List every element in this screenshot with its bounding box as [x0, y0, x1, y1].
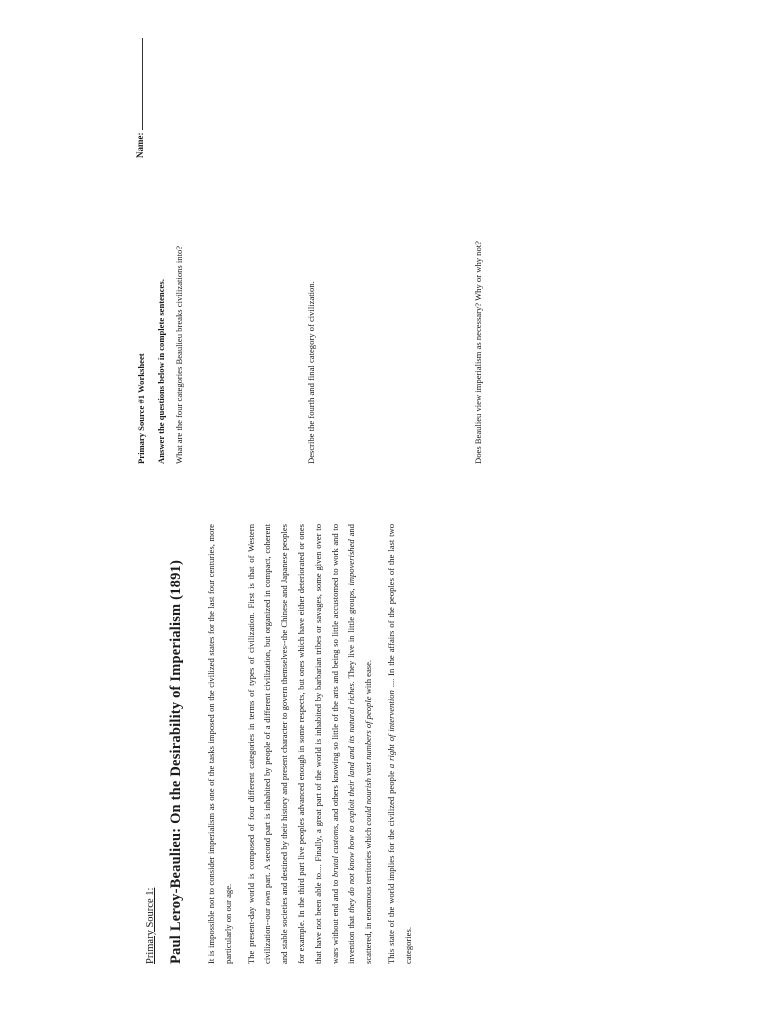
paragraph-text: It is impossible not to consider imperialism as one of the tasks imposed on the civilized states for the last four centuries, more particularly on our age. [206, 524, 233, 964]
emphasized-text: impoverished [346, 539, 357, 586]
question-2: Describe the fourth and final category of civilization. [306, 281, 316, 464]
name-field[interactable] [134, 38, 145, 158]
question-3: Does Beaulieu view imperialism as necessary? Why or why not? [473, 241, 483, 464]
emphasized-text: they do not know how to exploit their land and its natural riches [346, 683, 357, 913]
name-line[interactable] [134, 38, 143, 130]
paragraph-text: and scattered, in enormous territories which [346, 524, 374, 964]
paragraph-text: The present-day world is composed of four different categories in terms of types of civilization. First is that of Western civilization--our own part. A second part is inhabited by people of a different civilization, but organized in compact, coherent and stable societies and destined by their history and present character to govern themselves--the Chinese and Japanese peoples for example. In the third part live peoples advanced enough in some respects, but ones which have either deteriorated or ones that have not been able to.... Finally, a great part of the world is inhabited by barbarian tribes or savages, some given over to wars without end and to [245, 524, 340, 964]
document-title: Paul Leroy-Beaulieu: On the Desirability of Imperialism (1891) [168, 559, 184, 964]
worksheet-title: Primary Source #1 Worksheet [136, 353, 146, 464]
name-label: Name: [135, 132, 145, 158]
emphasized-text: brutal customs [329, 825, 340, 878]
emphasized-text: a right of intervention [385, 690, 396, 769]
paragraph-text: .... In the affairs of the peoples of the last two categories. [385, 524, 413, 964]
paragraph-text: This state of the world implies for the civilized people [385, 768, 396, 964]
paragraph-text: with ease. [363, 659, 374, 697]
primary-source-label: Primary Source 1: [145, 887, 156, 964]
source-paragraph [203, 524, 237, 964]
paragraph-text: . They live in little groups, [346, 585, 357, 684]
source-text [203, 524, 417, 964]
worksheet-header [130, 44, 150, 464]
emphasized-text: could nourish vast numbers of people [363, 696, 374, 826]
source-paragraph [383, 524, 417, 964]
source-paragraph [243, 524, 377, 964]
question-1: What are the four categories Beaulieu breaks civilizations into? [174, 245, 184, 464]
worksheet-instructions: Answer the questions below in complete sentences. [156, 279, 166, 464]
paragraph-text: , and others knowing so little of the arts and being so little accustomed to work and to invention that [329, 524, 357, 964]
primary-source-section [145, 524, 423, 964]
